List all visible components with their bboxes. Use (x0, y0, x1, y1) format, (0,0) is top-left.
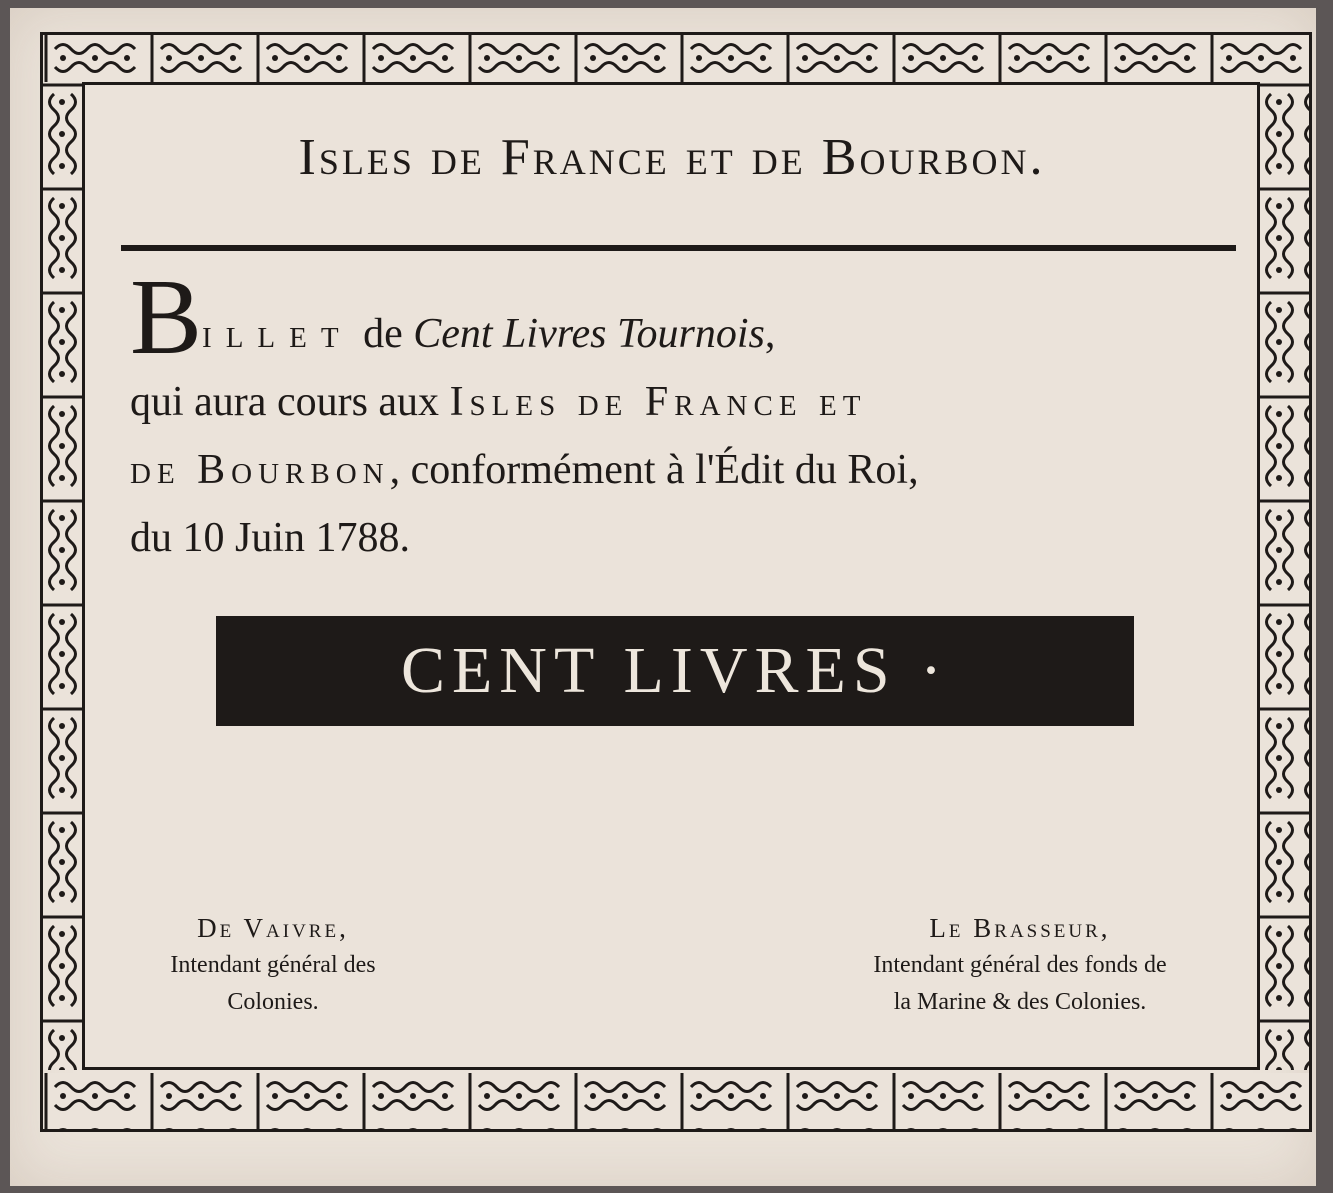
billet-word: illet (202, 311, 353, 357)
banknote (10, 8, 1316, 1186)
de-word: de (363, 311, 403, 357)
signature-left (128, 910, 418, 1021)
signatory-title-left-2: Colonies. (227, 989, 319, 1015)
signatory-title-left-1: Intendant général des (170, 952, 376, 978)
note-body-text (130, 258, 1238, 572)
signature-right (810, 910, 1230, 1021)
signatory-name-right: Le Brasseur, (929, 913, 1111, 943)
isles-phrase: Isles de France et (449, 379, 867, 425)
line3-rest: , conformément à l'Édit du Roi, (389, 447, 919, 493)
de-bourbon: de Bourbon (130, 447, 390, 493)
top-ornamental-border (43, 35, 1309, 82)
bottom-ornamental-border (43, 1073, 1309, 1129)
right-ornamental-border (1260, 82, 1309, 1070)
header-divider (121, 245, 1236, 251)
left-ornamental-border (43, 82, 82, 1070)
date-line: du 10 Juin 1788. (130, 515, 411, 561)
comma: , (764, 311, 776, 357)
denomination-banner (216, 616, 1134, 726)
line2-start: qui aura cours aux (130, 379, 440, 425)
banner-text: CENT LIVRES · (400, 634, 950, 707)
drop-cap: B (130, 258, 203, 377)
signatory-title-right-2: la Marine & des Colonies. (893, 989, 1147, 1015)
signatory-title-right-1: Intendant général des fonds de (873, 952, 1167, 978)
denomination-italic: Cent Livres Tournois (413, 311, 765, 357)
signatory-name-left: De Vaivre, (197, 913, 349, 943)
header-title: Isles de France et de Bourbon. (298, 129, 1046, 186)
